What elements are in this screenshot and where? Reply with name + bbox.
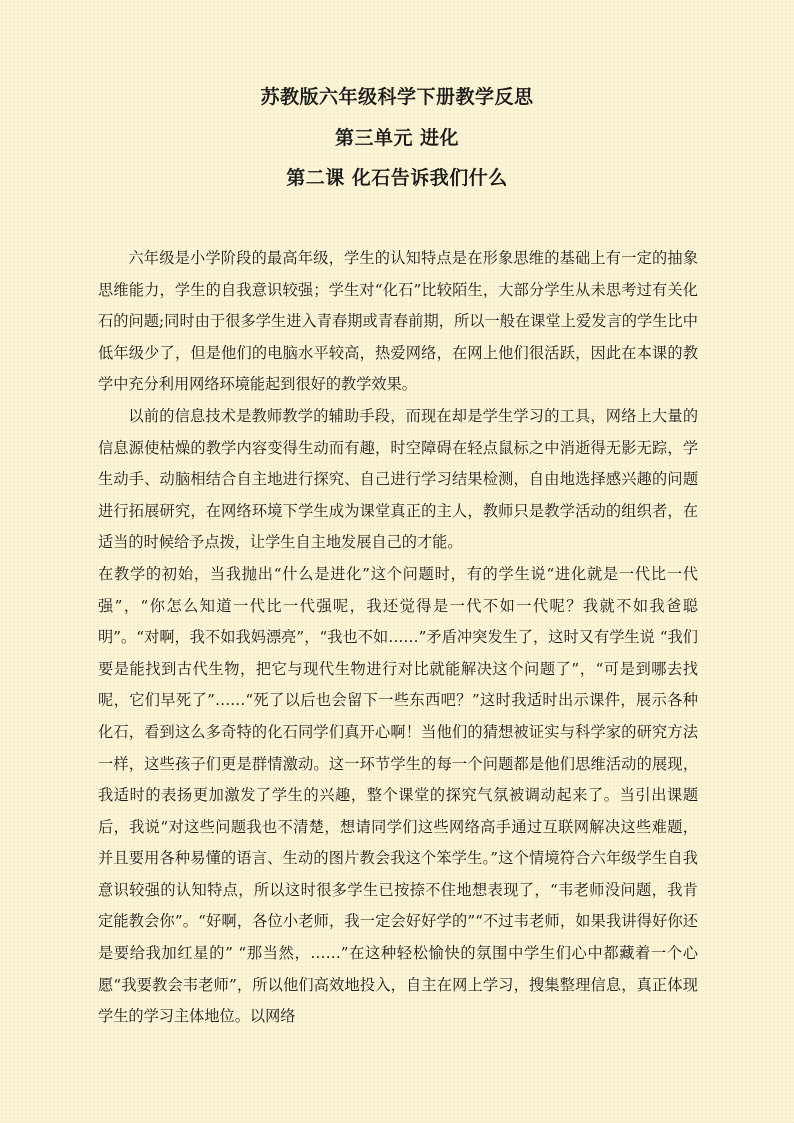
- document-body: [98, 243, 698, 1033]
- unit-title: 第三单元 进化: [334, 127, 460, 149]
- paragraph-2: 以前的信息技术是教师教学的辅助手段，而现在却是学生学习的工具，网络上大量的信息源使枯燥的教学内容变得生动而有趣，时空障碍在轻点鼠标之中消逝得无影无踪，学生动手、动脑相结合自主地进行探究、自己进行学习结果检测，自由地选择感兴趣的问题进行拓展研究，在网络环境下学生成为课堂真正的主人，教师只是教学活动的组织者，在适当的时候给予点拨，让学生自主地发展自己的才能。: [98, 406, 698, 552]
- title-block: [0, 80, 794, 188]
- document-title: 苏教版六年级科学下册教学反思: [260, 86, 534, 108]
- paragraph-1: 六年级是小学阶段的最高年级，学生的认知特点是在形象思维的基础上有一定的抽象思维能力，学生的自我意识较强；学生对“化石”比较陌生，大部分学生从未思考过有关化石的问题;同时由于很多学生进入青春期或青春前期，所以一般在课堂上爱发言的学生比中低年级少了，但是他们的电脑水平较高，热爱网络，在网上他们很活跃，因此在本课的教学中充分利用网络环境能起到很好的教学效果。: [98, 249, 698, 394]
- lesson-title: 第二课 化石告诉我们什么: [286, 167, 508, 189]
- paragraph-3: 在教学的初始，当我抛出“什么是进化”这个问题时，有的学生说“进化就是一代比一代强”，“你怎么知道一代比一代强呢，我还觉得是一代不如一代呢？我就不如我爸聪明”。“对啊，我不如我妈漂亮”，“我也不如……”矛盾冲突发生了，这时又有学生说 “我们要是能找到古代生物，把它与现代生物进行对比就能解决这个问题了”，“可是到哪去找呢，它们早死了”……“死了以后也会留下一些东西吧？”这时我适时出示课件，展示各种化石，看到这么多奇特的化石同学们真开心啊！当他们的猜想被证实与科学家的研究方法一样，这些孩子们更是群情激动。这一环节学生的每一个问题都是他们思维活动的展现，我适时的表扬更加激发了学生的兴趣，整个课堂的探究气氛被调动起来了。当引出课题后，我说“对这些问题我也不清楚，想请同学们这些网络高手通过互联网解决这些难题，并且要用各种易懂的语言、生动的图片教会我这个笨学生。”这个情境符合六年级学生自我意识较强的认知特点，所以这时很多学生已按捺不住地想表现了，“韦老师没问题，我肯定能教会你”。“好啊，各位小老师，我一定会好好学的”“不过韦老师，如果我讲得好你还是要给我加红星的” “那当然，……”在这种轻松愉快的氛围中学生们心中都藏着一个心愿“我要教会韦老师”，所以他们高效地投入，自主在网上学习，搜集整理信息，真正体现学生的学习主体地位。以网络: [98, 564, 698, 1026]
